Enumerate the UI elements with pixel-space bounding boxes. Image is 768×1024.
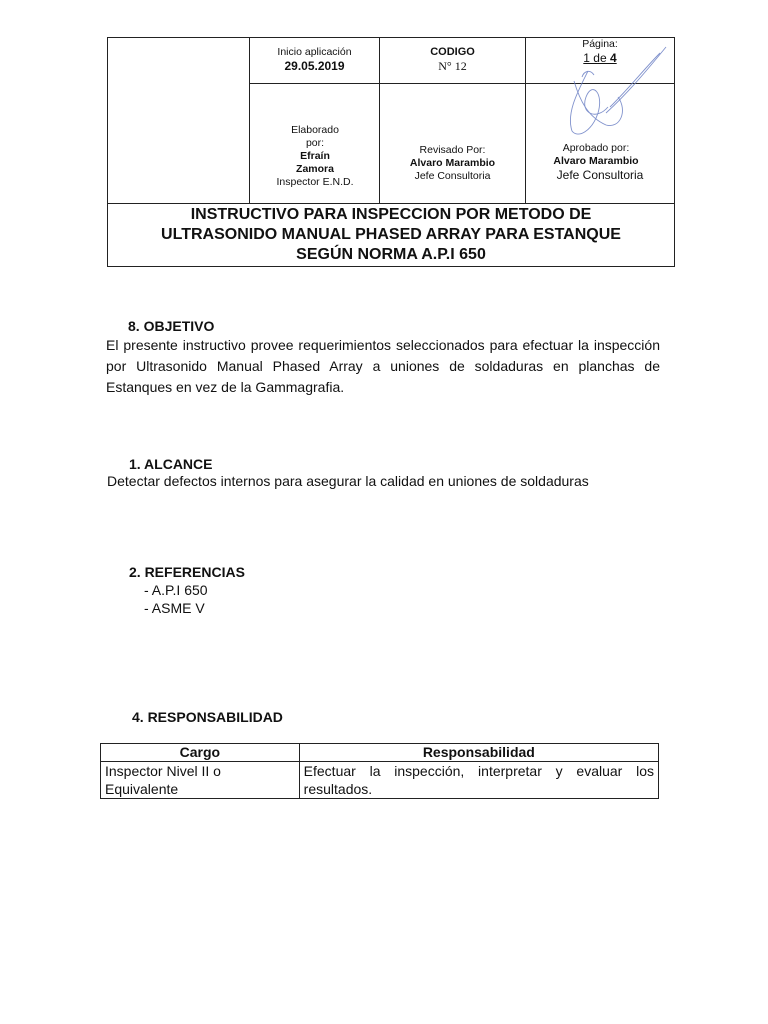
elaborado-label: Elaborado: [291, 124, 339, 136]
objetivo-text: El presente instructivo provee requerimientos seleccionados para efectuar la inspección por Ultrasonido Manual Phased Array a uniones de soldaduras en planchas de Estanques en vez de la Gammagrafia.: [106, 337, 660, 395]
header-table: [107, 37, 675, 267]
elaborado-surname: Zamora: [296, 163, 334, 175]
aprobado-name: Alvaro Marambio: [553, 155, 639, 167]
inicio-label: Inicio aplicación: [277, 46, 352, 58]
table-cell: Inspector Nivel II o Equivalente: [101, 762, 300, 799]
aprobado-role: Jefe Consultoria: [556, 168, 644, 182]
responsabilidad-heading: 4. RESPONSABILIDAD: [132, 709, 283, 725]
title-line: ULTRASONIDO MANUAL PHASED ARRAY PARA ESTANQUE: [161, 226, 621, 243]
elaborado-label-2: por:: [305, 137, 325, 149]
revisado-role: Jefe Consultoria: [414, 170, 491, 182]
inicio-date: 29.05.2019: [284, 59, 345, 73]
codigo-value: N° 12: [438, 59, 467, 73]
document-title: [108, 205, 674, 265]
elaborado-role: Inspector E.N.D.: [276, 176, 354, 188]
table-header: Cargo: [101, 744, 300, 762]
revisado-name: Alvaro Marambio: [409, 157, 496, 169]
alcance-heading: 1. ALCANCE: [129, 456, 213, 472]
referencias-list: [144, 581, 208, 617]
inicio-cell: [250, 46, 379, 73]
title-line: SEGÚN NORMA A.P.I 650: [296, 246, 486, 263]
elaborado-name: Efraín: [300, 150, 330, 162]
signature-image: [548, 41, 673, 141]
table-header-row: [101, 744, 659, 762]
codigo-cell: [380, 46, 525, 74]
title-line: INSTRUCTIVO PARA INSPECCION POR METODO DE: [190, 206, 592, 223]
table-row: [101, 762, 659, 799]
objetivo-heading: 8. OBJETIVO: [128, 318, 215, 334]
table-header: Responsabilidad: [299, 744, 658, 762]
aprobado-cell: [526, 142, 674, 182]
responsabilidad-table: [100, 743, 659, 799]
list-item: - A.P.I 650: [144, 582, 208, 598]
grid-line: [108, 203, 674, 204]
pagina-total: 4: [610, 51, 617, 65]
table-cell: Efectuar la inspección, interpretar y evaluar los resultados.: [299, 762, 658, 799]
pagina-prefix: 1 de: [583, 51, 610, 65]
codigo-label: CODIGO: [430, 46, 475, 58]
revisado-cell: [380, 144, 525, 183]
elaborado-cell: [260, 124, 370, 189]
pagina-label: Página:: [582, 38, 618, 50]
list-item: - ASME V: [144, 600, 205, 616]
referencias-heading: 2. REFERENCIAS: [129, 564, 245, 580]
alcance-text: Detectar defectos internos para asegurar la calidad en uniones de soldaduras: [107, 473, 589, 489]
revisado-label: Revisado Por:: [419, 144, 486, 156]
aprobado-label: Aprobado por:: [562, 142, 630, 154]
